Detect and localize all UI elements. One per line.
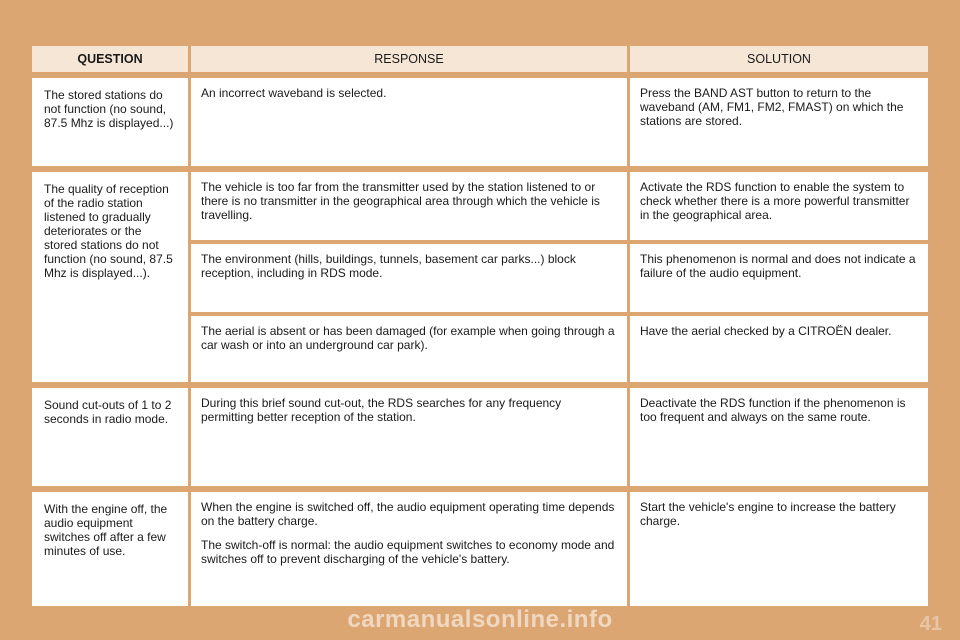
header-question: QUESTION — [32, 46, 188, 72]
question-cell: Sound cut-outs of 1 to 2 seconds in radio mode. — [32, 388, 188, 486]
question-cell: The quality of reception of the radio station listened to gradually deteriorates or the stored stations do not function (no sound, 87.5 Mhz is displayed...). — [32, 172, 188, 382]
solution-cell: Activate the RDS function to enable the system to check whether there is a more powerful transmitter in the geographical area. — [630, 172, 928, 240]
header-solution: SOLUTION — [630, 46, 928, 72]
solution-cell: This phenomenon is normal and does not indicate a failure of the audio equipment. — [630, 244, 928, 312]
response-cell — [191, 492, 627, 606]
response-text: The switch-off is normal: the audio equipment switches to economy mode and switches off to prevent discharging of the vehicle's battery. — [201, 538, 615, 566]
page-number: 41 — [919, 613, 942, 635]
response-cell: An incorrect waveband is selected. — [191, 78, 627, 166]
solution-cell: Deactivate the RDS function if the phenomenon is too frequent and always on the same route. — [630, 388, 928, 486]
response-cell: The environment (hills, buildings, tunnels, basement car parks...) block reception, including in RDS mode. — [191, 244, 627, 312]
watermark: carmanualsonline.info — [347, 606, 613, 633]
header-response: RESPONSE — [191, 46, 627, 72]
solution-cell: Start the vehicle's engine to increase the battery charge. — [630, 492, 928, 606]
question-cell: The stored stations do not function (no sound, 87.5 Mhz is displayed...) — [32, 78, 188, 166]
response-cell: The aerial is absent or has been damaged (for example when going through a car wash or into an underground car park). — [191, 316, 627, 382]
solution-cell: Press the BAND AST button to return to the waveband (AM, FM1, FM2, FMAST) on which the stations are stored. — [630, 78, 928, 166]
question-cell: With the engine off, the audio equipment switches off after a few minutes of use. — [32, 492, 188, 606]
solution-cell: Have the aerial checked by a CITROËN dealer. — [630, 316, 928, 382]
response-text: When the engine is switched off, the audio equipment operating time depends on the battery charge. — [201, 500, 615, 528]
response-cell: The vehicle is too far from the transmitter used by the station listened to or there is no transmitter in the geographical area through which the vehicle is travelling. — [191, 172, 627, 240]
response-cell: During this brief sound cut-out, the RDS searches for any frequency permitting better reception of the station. — [191, 388, 627, 486]
